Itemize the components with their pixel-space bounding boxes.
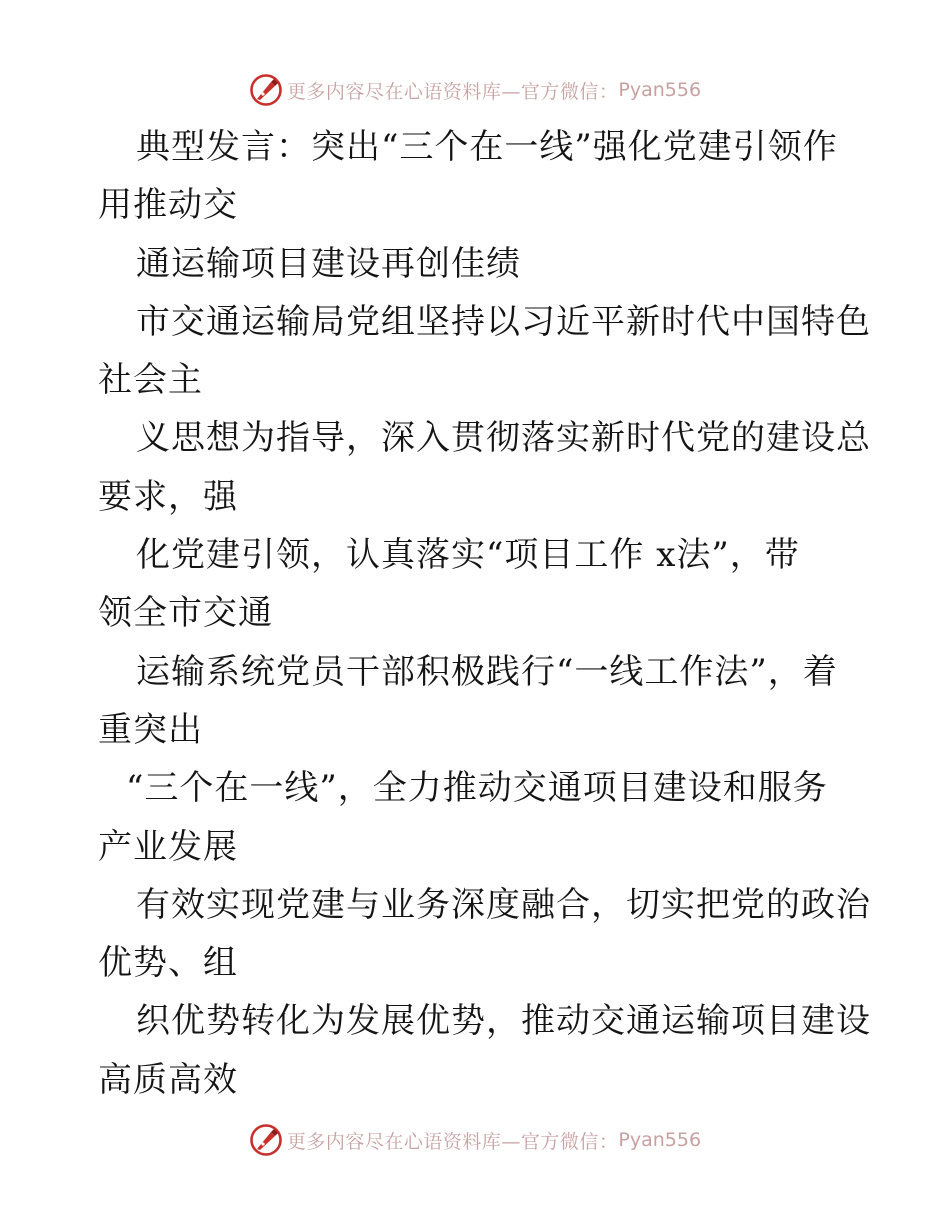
text-line: 典型发言：突出“三个在一线”强化党建引领作: [136, 127, 838, 167]
text-line: 产业发展: [98, 826, 238, 867]
text-line: 织优势转化为发展优势，推动交通运输项目建设: [136, 1001, 871, 1042]
text-line: “三个在一线”，全力推动交通项目建设和服务: [126, 768, 828, 809]
text-line: 社会主: [98, 360, 203, 401]
text-line: 优势、组: [98, 943, 238, 984]
text-line: 运输系统党员干部积极践行“一线工作法”，着: [136, 651, 838, 692]
watermark-wechat-id: Pyan556: [618, 1129, 702, 1151]
fountain-pen-logo-icon: [249, 1123, 283, 1157]
watermark-wechat-id: Pyan556: [618, 79, 702, 101]
fountain-pen-logo-icon: [249, 73, 283, 107]
watermark-text: 更多内容尽在心语资料库—官方微信：: [286, 80, 619, 103]
footer-watermark: [0, 1120, 950, 1160]
text-line: 通运输项目建设再创佳绩: [136, 243, 521, 284]
text-line: 领全市交通: [98, 593, 273, 634]
document-body: [98, 118, 871, 1109]
watermark-text: 更多内容尽在心语资料库—官方微信：: [286, 1130, 619, 1153]
text-line: 用推动交: [98, 185, 238, 226]
text-line: 市交通运输局党组坚持以习近平新时代中国特色: [136, 301, 871, 342]
text-line: 要求，强: [98, 476, 238, 517]
text-line: 化党建引领，认真落实“项目工作 x法”，带: [136, 535, 800, 576]
header-watermark: [0, 70, 950, 110]
text-line: 义思想为指导，深入贯彻落实新时代党的建设总: [136, 418, 871, 459]
text-line: 有效实现党建与业务深度融合，切实把党的政治: [136, 884, 871, 925]
text-line: 重突出: [98, 709, 203, 750]
text-line: 高质高效: [98, 1059, 238, 1100]
